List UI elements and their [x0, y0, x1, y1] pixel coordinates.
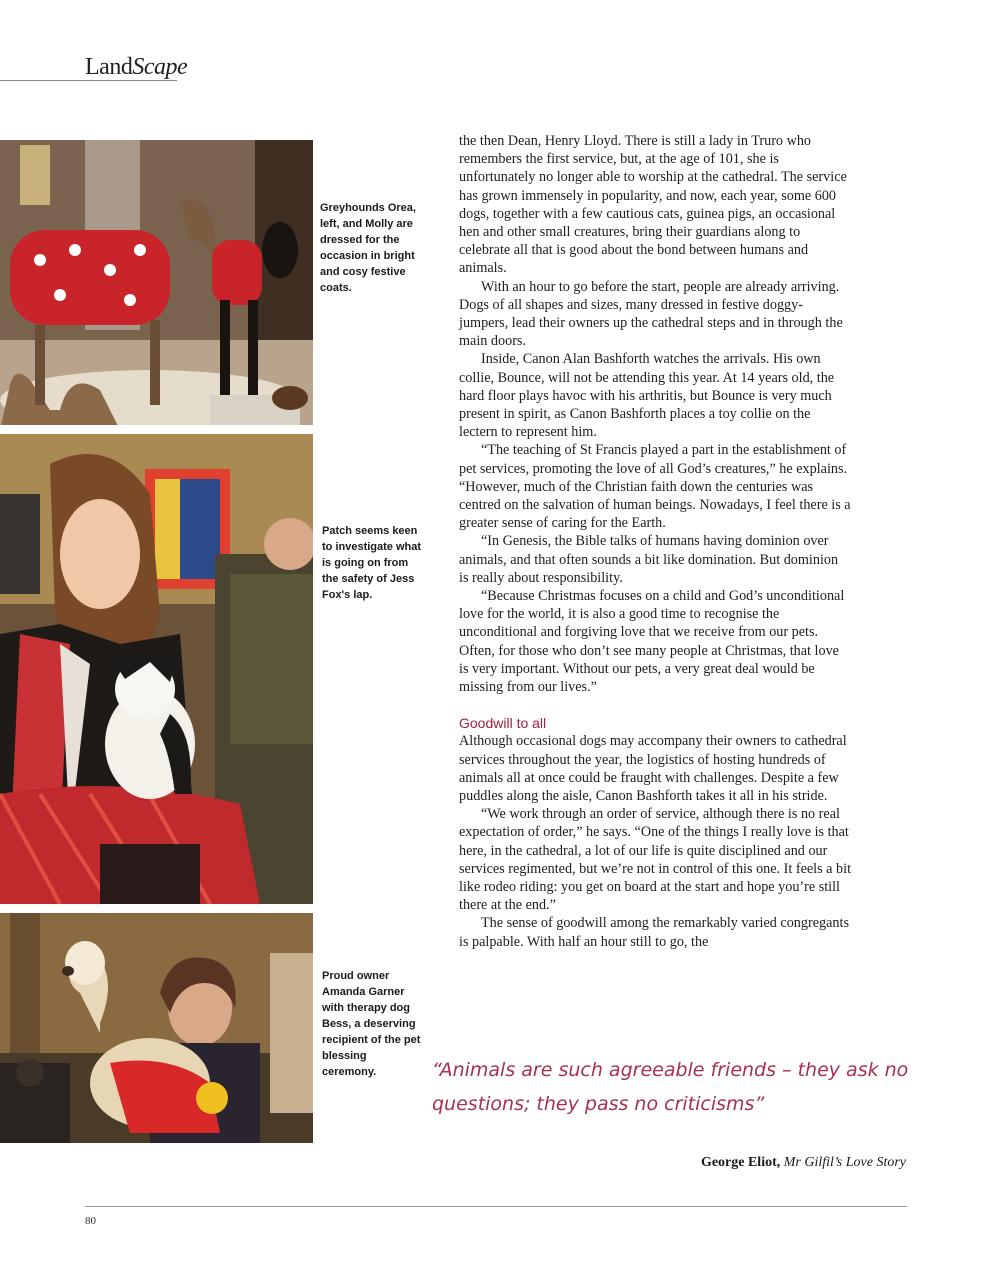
page-number: 80 [85, 1215, 96, 1227]
header-rule [0, 80, 177, 81]
caption-greyhounds: Greyhounds Orea, left, and Molly are dressed for the occasion in bright and cosy festive coats. [320, 202, 416, 294]
greyhounds-photo [0, 140, 313, 425]
article-paragraph: With an hour to go before the start, people are already arriving. Dogs of all shapes and sizes, many dressed in festive doggy-jumpers, lead their owners up the cathedral steps and in through the main doors. [459, 278, 843, 350]
caption-therapy-dog: Proud owner Amanda Garner with therapy dog Bess, a deserving recipient of the pet blessing ceremony. [322, 970, 421, 1078]
masthead-logo [85, 54, 187, 81]
article-paragraph: The sense of goodwill among the remarkably varied congregants is palpable. With half an hour still to go, the [459, 915, 849, 950]
section-subhead: Goodwill to all [459, 715, 547, 732]
caption-cat: Patch seems keen to investigate what is going on from the safety of Jess Fox's lap. [322, 525, 422, 601]
masthead-part-a: Land [85, 54, 133, 80]
quote-source: Mr Gilfil’s Love Story [783, 1155, 906, 1170]
article-paragraph: the then Dean, Henry Lloyd. There is still a lady in Truro who remembers the first service, but, at the age of 101, she is unfortunately no longer able to worship at the cathedral. The service has grown immensely in popularity, and now, each year, some 600 dogs, together with a few cautious cats, guinea pigs, an occasional hen and other small creatures, bring their guardians along to celebrate all that is good about the bond between humans and animals. [459, 133, 847, 277]
cat-on-lap-photo [0, 434, 313, 904]
article-paragraph: Inside, Canon Alan Bashforth watches the arrivals. His own collie, Bounce, will not be attending this year. At 14 years old, the hard floor plays havoc with his arthritis, but Bounce is very much present in spirit, as Canon Bashforth places a toy collie on the lectern to represent him. [459, 351, 835, 441]
article-paragraph: “Because Christmas focuses on a child and God’s unconditional love for the world, it is also a good time to recognise the unconditional and forgiving love that we receive from our pets. Often, for those who don’t see many people at Christmas, that love is very important. Without our pets, a very great deal would be missing from our lives.” [459, 588, 845, 696]
article-paragraph: “The teaching of St Francis played a part in the establishment of pet services, promoting the love of all God’s creatures,” he explains. “However, much of the Christian faith down the centuries was centred on the salvation of human beings. Nowadays, I feel there is a greater sense of caring for the Earth. [459, 442, 851, 532]
article-paragraph: Although occasional dogs may accompany their owners to cathedral services throughout the year, the logistics of hosting hundreds of animals all at once could be fraught with challenges. Despite a few puddles along the aisle, Canon Bashforth takes it all in his stride. [459, 733, 847, 804]
quote-attribution [600, 1155, 906, 1171]
footer-rule [85, 1206, 907, 1207]
pull-quote: “Animals are such agreeable friends – they ask no questions; they pass no criticisms” [432, 1059, 909, 1115]
article-paragraph: “We work through an order of service, although there is no real expectation of order,” he says. “One of the things I really love is that here, in the cathedral, a lot of our life is quite disciplined and our services regimented, but we’re not in control of this one. It feels a bit like rodeo riding: you get on board at the start and hope you’re still there at the end.” [459, 806, 852, 914]
article-body [459, 132, 851, 951]
article-paragraph: “In Genesis, the Bible talks of humans having dominion over animals, and that often sounds a bit like domination. But dominion is really about responsibility. [459, 533, 839, 586]
therapy-dog-photo [0, 913, 313, 1143]
quote-author: George Eliot, [700, 1155, 781, 1170]
masthead-part-b: Scape [132, 54, 188, 80]
